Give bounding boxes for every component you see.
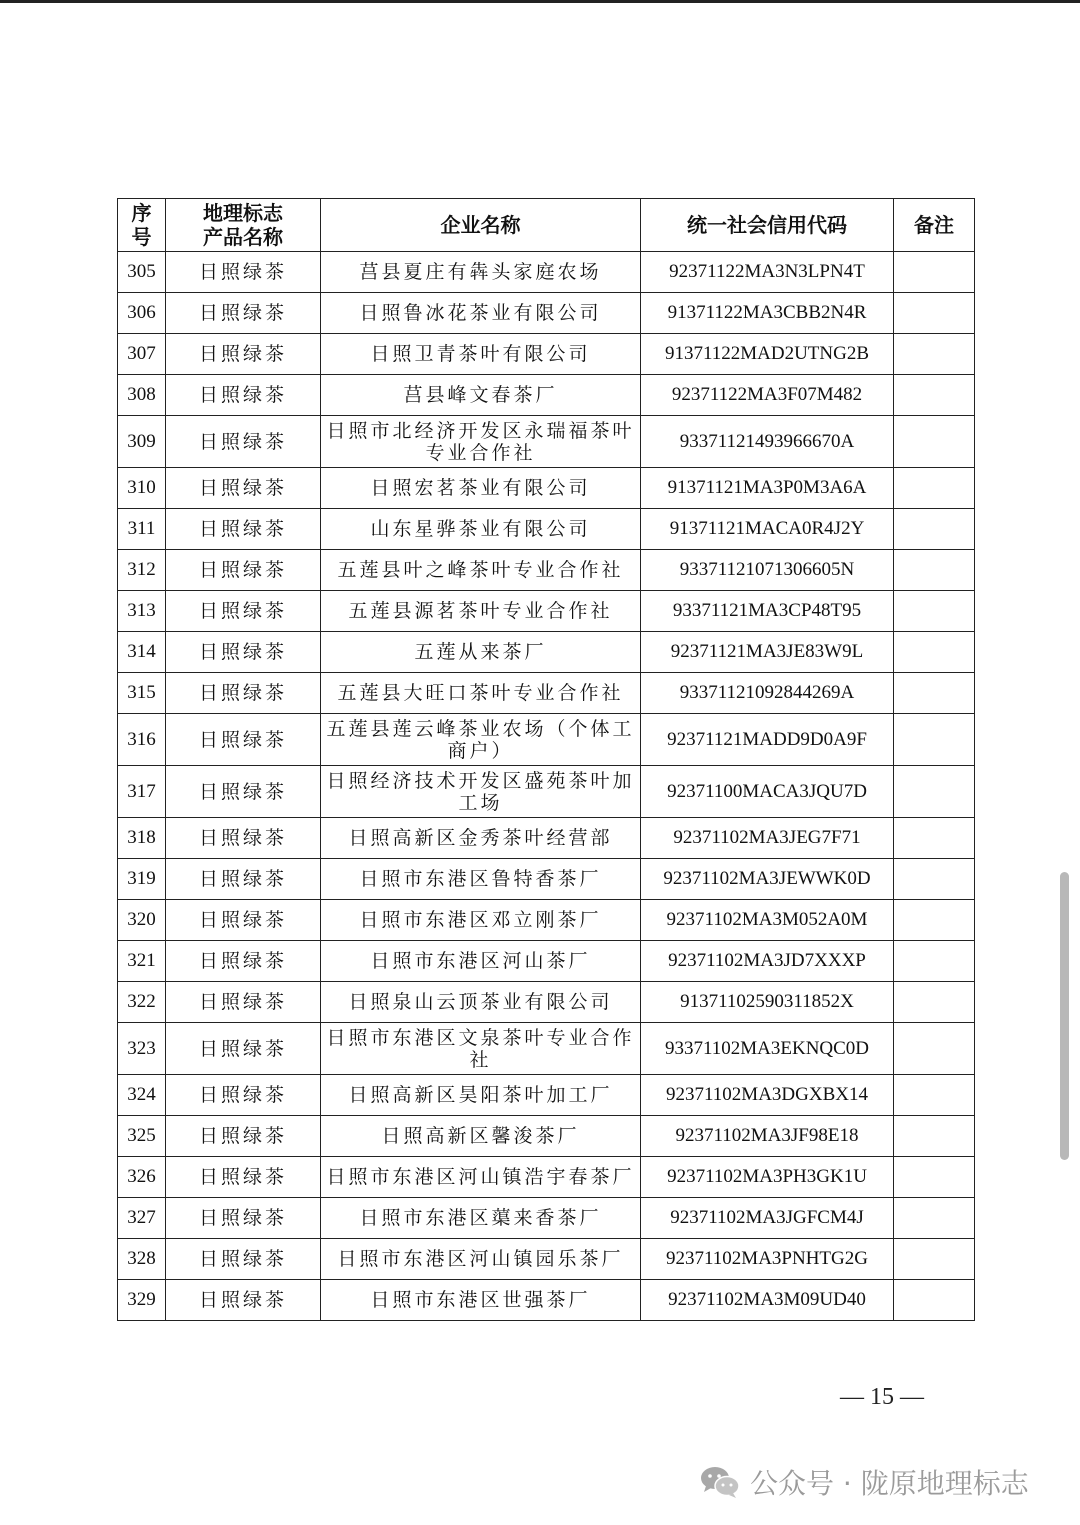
cell-product: 日照绿茶 [166,591,321,632]
company-line: 日照市北经济开发区永瑞福茶叶 [326,419,635,442]
cell-code: 92371121MA3JE83W9L [641,632,894,673]
table-row [118,416,975,468]
table-row [118,1239,975,1280]
table-row [118,293,975,334]
cell-code: 91371121MA3P0M3A6A [641,468,894,509]
company-line: 日照经济技术开发区盛苑茶叶加 [326,769,635,792]
table-row [118,859,975,900]
cell-remark [894,1023,975,1075]
company-line: 日照市东港区河山茶厂 [370,950,591,972]
cell-remark [894,900,975,941]
cell-company [321,293,641,334]
cell-seq: 318 [118,818,166,859]
cell-company [321,714,641,766]
cell-remark [894,1116,975,1157]
table-row [118,714,975,766]
cell-remark [894,1280,975,1321]
cell-seq: 323 [118,1023,166,1075]
company-line: 莒县夏庄有犇头家庭农场 [359,261,602,283]
cell-company [321,1023,641,1075]
cell-company [321,766,641,818]
top-rule [0,0,1080,3]
cell-seq: 326 [118,1157,166,1198]
cell-seq: 317 [118,766,166,818]
cell-company [321,673,641,714]
cell-product: 日照绿茶 [166,293,321,334]
cell-product: 日照绿茶 [166,818,321,859]
cell-product: 日照绿茶 [166,416,321,468]
cell-company [321,334,641,375]
cell-company [321,1239,641,1280]
cell-code: 92371121MADD9D0A9F [641,714,894,766]
cell-code: 93371121071306605N [641,550,894,591]
cell-seq: 306 [118,293,166,334]
cell-code: 92371100MACA3JQU7D [641,766,894,818]
cell-product: 日照绿茶 [166,252,321,293]
cell-company [321,900,641,941]
table-row [118,900,975,941]
cell-company [321,982,641,1023]
company-line: 日照市东港区世强茶厂 [370,1289,591,1311]
cell-company [321,1116,641,1157]
cell-company [321,375,641,416]
cell-code: 91371102590311852X [641,982,894,1023]
cell-remark [894,632,975,673]
cell-seq: 322 [118,982,166,1023]
cell-code: 93371121MA3CP48T95 [641,591,894,632]
company-line: 日照高新区馨浚茶厂 [381,1125,580,1147]
page-number: — 15 — [840,1384,924,1410]
header-seq-line: 序 [131,201,152,225]
company-line: 日照高新区昊阳茶叶加工厂 [348,1084,613,1106]
cell-remark [894,509,975,550]
cell-code: 93371121092844269A [641,673,894,714]
registry-table [117,198,975,1321]
cell-company [321,1280,641,1321]
cell-code: 91371122MA3CBB2N4R [641,293,894,334]
cell-seq: 309 [118,416,166,468]
cell-code: 93371121493966670A [641,416,894,468]
cell-code: 92371102MA3PNHTG2G [641,1239,894,1280]
company-line: 五莲县源茗茶叶专业合作社 [348,600,613,622]
cell-product: 日照绿茶 [166,941,321,982]
cell-seq: 324 [118,1075,166,1116]
table-row [118,1198,975,1239]
cell-company [321,1075,641,1116]
cell-code: 92371102MA3JF98E18 [641,1116,894,1157]
company-line: 日照市东港区鲁特香茶厂 [359,868,602,890]
table-header-row [118,199,975,252]
cell-code: 92371102MA3JEWWK0D [641,859,894,900]
cell-seq: 321 [118,941,166,982]
cell-company [321,1198,641,1239]
cell-company [321,509,641,550]
cell-code: 92371122MA3F07M482 [641,375,894,416]
cell-remark [894,375,975,416]
cell-company [321,1157,641,1198]
cell-product: 日照绿茶 [166,1280,321,1321]
company-line: 社 [469,1048,492,1071]
cell-remark [894,1198,975,1239]
cell-code: 91371121MACA0R4J2Y [641,509,894,550]
company-line: 日照泉山云顶茶业有限公司 [348,991,613,1013]
watermark-text: 公众号 · 陇原地理标志 [750,1467,1029,1500]
cell-remark [894,468,975,509]
header-code: 统一社会信用代码 [641,199,894,252]
cell-company [321,941,641,982]
header-company: 企业名称 [321,199,641,252]
cell-product: 日照绿茶 [166,982,321,1023]
table-row [118,941,975,982]
company-line: 日照市东港区文泉茶叶专业合作 [326,1026,635,1049]
cell-seq: 311 [118,509,166,550]
cell-remark [894,766,975,818]
cell-remark [894,591,975,632]
table-row [118,982,975,1023]
table-row [118,1157,975,1198]
company-line: 日照卫青茶叶有限公司 [370,343,591,365]
table-row [118,550,975,591]
cell-remark [894,714,975,766]
cell-company [321,416,641,468]
cell-code: 91371122MAD2UTNG2B [641,334,894,375]
cell-product: 日照绿茶 [166,509,321,550]
cell-code: 92371102MA3JEG7F71 [641,818,894,859]
cell-seq: 319 [118,859,166,900]
table-row [118,509,975,550]
table-row [118,468,975,509]
company-line: 五莲县大旺口茶叶专业合作社 [337,682,624,704]
company-line: 五莲县莲云峰茶业农场（个体工 [326,717,635,740]
cell-product: 日照绿茶 [166,1116,321,1157]
cell-code: 92371102MA3M09UD40 [641,1280,894,1321]
table-row [118,766,975,818]
cell-product: 日照绿茶 [166,766,321,818]
company-line: 山东星骅茶业有限公司 [370,518,591,540]
cell-remark [894,1239,975,1280]
company-line: 工场 [458,791,503,814]
cell-remark [894,941,975,982]
header-product-line: 产品名称 [203,225,283,249]
table-row [118,591,975,632]
cell-seq: 305 [118,252,166,293]
cell-seq: 316 [118,714,166,766]
scrollbar-thumb[interactable] [1060,872,1069,1160]
cell-code: 92371102MA3JGFCM4J [641,1198,894,1239]
cell-remark [894,859,975,900]
cell-company [321,859,641,900]
company-line: 日照市东港区蕖来香茶厂 [359,1207,602,1229]
cell-remark [894,293,975,334]
cell-seq: 329 [118,1280,166,1321]
cell-remark [894,818,975,859]
cell-code: 92371102MA3JD7XXXP [641,941,894,982]
cell-product: 日照绿茶 [166,468,321,509]
cell-seq: 308 [118,375,166,416]
company-line: 日照市东港区河山镇园乐茶厂 [337,1248,624,1270]
table-row [118,673,975,714]
cell-company [321,818,641,859]
company-line: 专业合作社 [425,441,536,464]
cell-seq: 315 [118,673,166,714]
table-row [118,375,975,416]
company-line: 日照鲁冰花茶业有限公司 [359,302,602,324]
company-line: 莒县峰文春茶厂 [403,384,558,406]
company-line: 日照宏茗茶业有限公司 [370,477,591,499]
cell-code: 92371102MA3M052A0M [641,900,894,941]
table-row [118,1116,975,1157]
cell-company [321,550,641,591]
cell-product: 日照绿茶 [166,673,321,714]
cell-product: 日照绿茶 [166,1023,321,1075]
cell-company [321,252,641,293]
cell-seq: 327 [118,1198,166,1239]
table-row [118,334,975,375]
header-seq-line: 号 [131,225,152,249]
cell-code: 92371102MA3PH3GK1U [641,1157,894,1198]
cell-remark [894,1075,975,1116]
cell-code: 92371102MA3DGXBX14 [641,1075,894,1116]
wechat-icon [700,1465,740,1499]
cell-seq: 328 [118,1239,166,1280]
cell-code: 93371102MA3EKNQC0D [641,1023,894,1075]
company-line: 五莲县叶之峰茶叶专业合作社 [337,559,624,581]
cell-company [321,632,641,673]
cell-product: 日照绿茶 [166,900,321,941]
cell-seq: 320 [118,900,166,941]
table-row [118,818,975,859]
table-row [118,1280,975,1321]
company-line: 日照市东港区河山镇浩宇春茶厂 [326,1166,635,1188]
cell-product: 日照绿茶 [166,859,321,900]
cell-product: 日照绿茶 [166,375,321,416]
cell-product: 日照绿茶 [166,1157,321,1198]
table-body [118,252,975,1321]
cell-remark [894,252,975,293]
cell-product: 日照绿茶 [166,1239,321,1280]
header-product [166,199,321,252]
cell-product: 日照绿茶 [166,714,321,766]
cell-company [321,468,641,509]
header-product-line: 地理标志 [203,201,283,225]
cell-product: 日照绿茶 [166,632,321,673]
table-row [118,1075,975,1116]
cell-seq: 307 [118,334,166,375]
table-row [118,252,975,293]
cell-remark [894,982,975,1023]
header-seq [118,199,166,252]
cell-product: 日照绿茶 [166,334,321,375]
company-line: 日照市东港区邓立刚茶厂 [359,909,602,931]
cell-remark [894,673,975,714]
cell-seq: 314 [118,632,166,673]
company-line: 商户） [447,739,514,762]
cell-remark [894,334,975,375]
cell-code: 92371122MA3N3LPN4T [641,252,894,293]
cell-product: 日照绿茶 [166,550,321,591]
company-line: 日照高新区金秀茶叶经营部 [348,827,613,849]
watermark [700,1462,1029,1502]
cell-product: 日照绿茶 [166,1198,321,1239]
company-line: 五莲从来茶厂 [414,641,547,663]
cell-product: 日照绿茶 [166,1075,321,1116]
cell-remark [894,416,975,468]
table-row [118,1023,975,1075]
cell-company [321,591,641,632]
cell-remark [894,1157,975,1198]
cell-remark [894,550,975,591]
header-remark: 备注 [894,199,975,252]
cell-seq: 312 [118,550,166,591]
cell-seq: 325 [118,1116,166,1157]
cell-seq: 313 [118,591,166,632]
cell-seq: 310 [118,468,166,509]
table-row [118,632,975,673]
